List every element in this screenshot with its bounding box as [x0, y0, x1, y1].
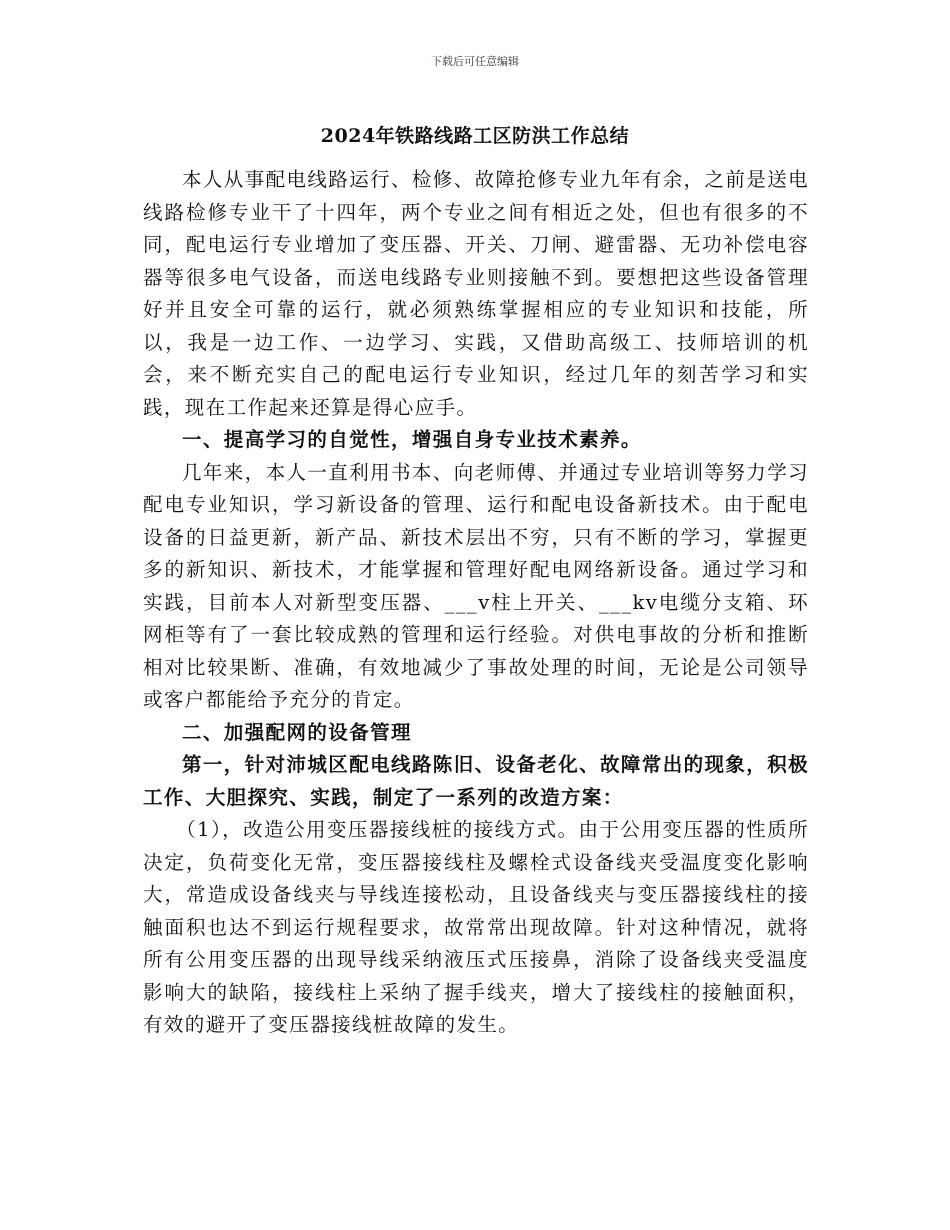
section-heading-1: 一、提高学习的自觉性，增强自身专业技术素养。	[182, 428, 642, 451]
paragraph-intro: 本人从事配电线路运行、检修、故障抢修专业九年有余，之前是送电线路检修专业干了十四年，两个专业之间有相近之处，但也有很多的不同，配电运行专业增加了变压器、开关、刀闸、避雷器、无功补偿电容器等很多电气设备，而送电线路专业则接触不到。要想把这些设备管理好并且安全可靠的运行，就必须熟练掌握相应的专业知识和技能，所以，我是一边工作、一边学习、实践，又借助高级工、技师培训的机会，来不断充实自己的配电运行专业知识，经过几年的刻苦学习和实践，现在工作起来还算是得心应手。	[143, 168, 810, 419]
section-heading-2: 二、加强配网的设备管理	[182, 720, 412, 744]
paragraph-first-point: 第一，针对沛城区配电线路陈旧、设备老化、故障常出的现象，积极工作、大胆探究、实践，制定了一系列的改造方案：	[143, 753, 810, 809]
paragraph-item-1: （1），改造公用变压器接线桩的接线方式。由于公用变压器的性质所决定，负荷变化无常，变压器接线柱及螺栓式设备线夹受温度变化影响大，常造成设备线夹与导线连接松动，且设备线夹与变压器接线柱的接触面积也达不到运行规程要求，故常常出现故障。针对这种情况，就将所有公用变压器的出现导线采纳液压式压接鼻，消除了设备线夹受温度影响大的缺陷，接线柱上采纳了握手线夹，增大了接线柱的接触面积，有效的避开了变压器接线桩故障的发生。	[143, 818, 809, 1036]
document-body	[143, 164, 809, 1042]
page-header-note: 下载后可任意编辑	[431, 55, 519, 68]
paragraph-learning: 几年来，本人一直利用书本、向老师傅、并通过专业培训等努力学习配电专业知识，学习新设备的管理、运行和配电设备新技术。由于配电设备的日益更新，新产品、新技术层出不穷，只有不断的学习，掌握更多的新知识、新技术，才能掌握和管理好配电网络新设备。通过学习和实践，目前本人对新型变压器、___v柱上开关、___kv电缆分支箱、环网柜等有了一套比较成熟的管理和运行经验。对供电事故的分析和推断相对比较果断、准确，有效地减少了事故处理的时间，无论是公司领导或客户都能给予充分的肯定。	[143, 460, 810, 711]
document-title: 2024年铁路线路工区防洪工作总结	[320, 125, 630, 147]
